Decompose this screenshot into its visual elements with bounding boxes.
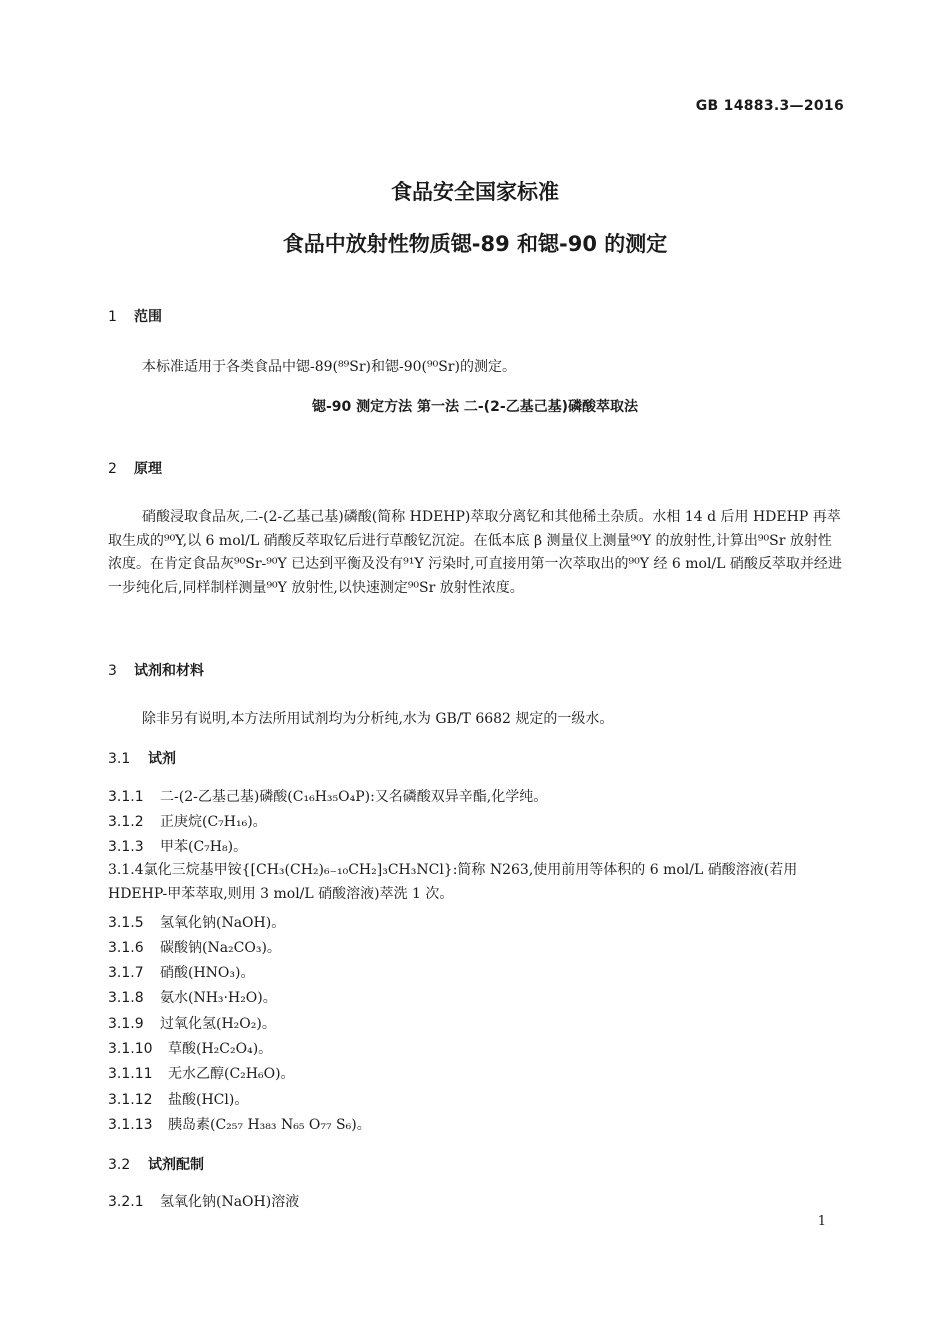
- prep-item: [108, 1191, 299, 1211]
- section-number: 3: [108, 663, 117, 679]
- reagent-item: [108, 836, 247, 856]
- reagent-item: [108, 912, 285, 932]
- item-number: 3.1.13: [108, 1117, 153, 1133]
- reagent-item: [108, 1114, 371, 1134]
- reagent-item: [108, 987, 277, 1007]
- reagent-item: [108, 937, 281, 957]
- section-title: 原理: [134, 461, 162, 477]
- item-number: 3.1.8: [108, 990, 144, 1006]
- reagent-item: [108, 1089, 248, 1109]
- item-text: 氢氧化钠(NaOH)溶液: [160, 1194, 300, 1210]
- item-number: 3.1.5: [108, 915, 144, 931]
- item-number: 3.1.7: [108, 965, 144, 981]
- reagent-item: [108, 859, 843, 906]
- section-title: 试剂和材料: [134, 663, 204, 679]
- item-number: 3.2.1: [108, 1194, 144, 1210]
- item-number: 3.1.3: [108, 839, 144, 855]
- item-text: 无水乙醇(C₂H₆O)。: [168, 1066, 295, 1082]
- item-number: 3.1.12: [108, 1092, 153, 1108]
- section-title: 范围: [134, 309, 162, 325]
- reagent-item: [108, 786, 547, 806]
- section-title: 试剂: [148, 751, 176, 767]
- item-text: 甲苯(C₇H₈)。: [160, 839, 248, 855]
- scope-paragraph: 本标准适用于各类食品中锶-89(⁸⁹Sr)和锶-90(⁹⁰Sr)的测定。: [142, 359, 516, 375]
- item-number: 3.1.6: [108, 940, 144, 956]
- reagent-item: [108, 1038, 272, 1058]
- page-number: 1: [817, 1214, 826, 1229]
- item-number: 3.1.2: [108, 814, 144, 830]
- section-number: 1: [108, 309, 117, 325]
- item-number: 3.1.9: [108, 1016, 144, 1032]
- reagent-item: [108, 811, 267, 831]
- section-3-1-heading: [108, 748, 176, 768]
- item-text: 盐酸(HCl)。: [168, 1092, 249, 1108]
- reagent-item: [108, 1063, 295, 1083]
- item-number: 3.1.4: [108, 862, 144, 878]
- item-number: 3.1.1: [108, 789, 144, 805]
- section-number: 3.1: [108, 751, 131, 767]
- section-number: 3.2: [108, 1157, 131, 1173]
- item-number: 3.1.10: [108, 1041, 153, 1057]
- item-text: 正庚烷(C₇H₁₆)。: [160, 814, 267, 830]
- section-2-heading: [108, 458, 162, 478]
- section-1-heading: [108, 306, 162, 326]
- item-text: 氢氧化钠(NaOH)。: [160, 915, 286, 931]
- item-text: 氨水(NH₃·H₂O)。: [160, 990, 277, 1006]
- item-text: 硝酸(HNO₃)。: [160, 965, 255, 981]
- item-number: 3.1.11: [108, 1066, 153, 1082]
- item-text: 胰岛素(C₂₅₇ H₃₈₃ N₆₅ O₇₇ S₆)。: [168, 1117, 371, 1133]
- reagents-intro: 除非另有说明,本方法所用试剂均为分析纯,水为 GB/T 6682 规定的一级水。: [142, 711, 614, 727]
- item-text: 草酸(H₂C₂O₄)。: [168, 1041, 273, 1057]
- method-heading: 锶-90 测定方法 第一法 二-(2-乙基己基)磷酸萃取法: [311, 399, 639, 415]
- reagent-item: [108, 1013, 276, 1033]
- reagent-item: [108, 962, 254, 982]
- principle-paragraph: 硝酸浸取食品灰,二-(2-乙基己基)磷酸(简称 HDEHP)萃取分离钇和其他稀土杂质。水相 14 d 后用 HDEHP 再萃取生成的⁹⁰Y,以 6 mol/L 硝酸反萃取钇后进行草酸钇沉淀。在低本底 β 测量仪上测量⁹⁰Y 的放射性,计算出⁹⁰Sr 放射性浓度。在肯定食品灰⁹⁰Sr-⁹⁰Y 已达到平衡及没有⁹¹Y 污染时,可直接用第一次萃取出的⁹⁰Y 经 6 mol/L 硝酸反萃取并经进一步纯化后,同样制样测量⁹⁰Y 放射性,以快速测定⁹⁰Sr 放射性浓度。: [108, 509, 842, 596]
- item-text: 碳酸钠(Na₂CO₃)。: [160, 940, 281, 956]
- document-title: 食品安全国家标准: [391, 180, 559, 204]
- section-3-2-heading: [108, 1154, 204, 1174]
- document-subtitle: 食品中放射性物质锶-89 和锶-90 的测定: [282, 232, 668, 256]
- section-number: 2: [108, 461, 117, 477]
- item-text: 二-(2-乙基己基)磷酸(C₁₆H₃₅O₄P):又名磷酸双异辛酯,化学纯。: [160, 789, 548, 805]
- item-text: 氯化三烷基甲铵{[CH₃(CH₂)₆₋₁₀CH₂]₃CH₃NCl}:简称 N263,使用前用等体积的 6 mol/L 硝酸溶液(若用 HDEHP-甲苯萃取,则用 3 mol/L 硝酸溶液)萃洗 1 次。: [108, 862, 798, 902]
- section-title: 试剂配制: [148, 1157, 204, 1173]
- section-3-heading: [108, 660, 204, 680]
- item-text: 过氧化氢(H₂O₂)。: [160, 1016, 276, 1032]
- standard-code: GB 14883.3—2016: [695, 98, 844, 114]
